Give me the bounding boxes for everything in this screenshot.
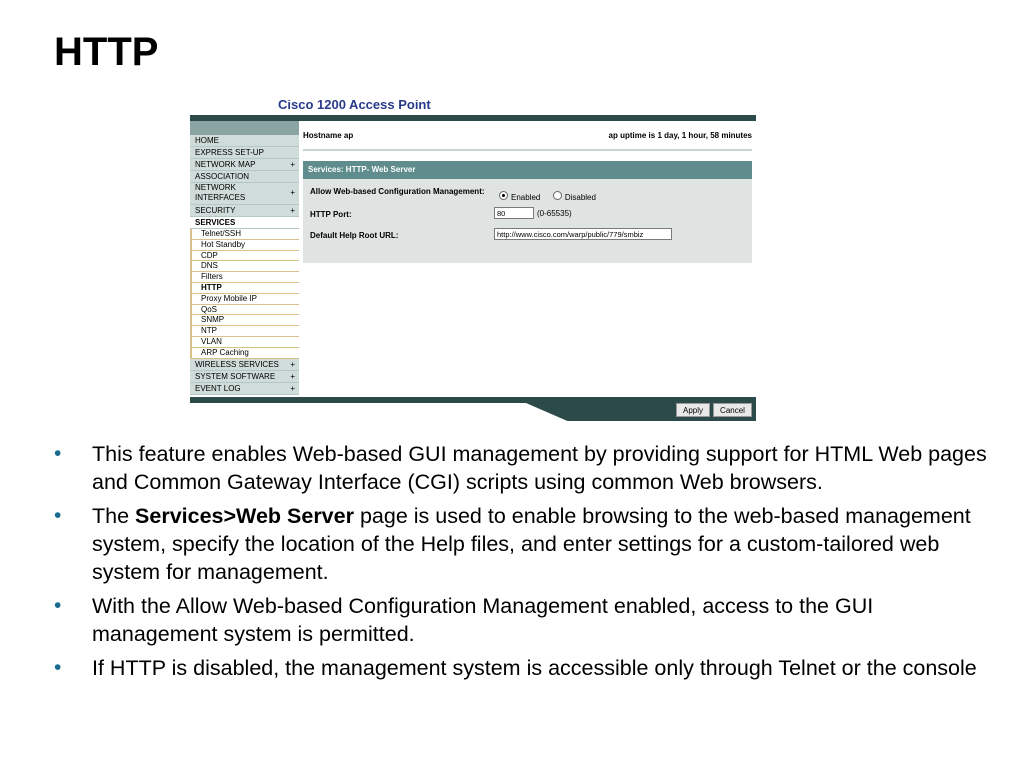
expand-icon: + [290, 371, 295, 381]
bullet-item: • If HTTP is disabled, the management system is accessible only through Telnet or the console [54, 656, 977, 680]
http-port-label: HTTP Port: [310, 210, 352, 219]
sidebar-subitem-filters[interactable]: Filters [190, 272, 299, 283]
bullet-item: • The Services>Web Server page is used to enable browsing to the web-based management system, specify the location of the Help files, and enter settings for a custom-tailored web system for management. [54, 504, 971, 584]
disabled-label: Disabled [564, 193, 596, 202]
bullet-list [54, 440, 1004, 688]
http-port-input[interactable]: 80 [494, 207, 534, 219]
sidebar-item-network-interfaces[interactable]: NETWORK INTERFACES + [190, 183, 299, 205]
bullet-item: • With the Allow Web-based Configuration Management enabled, access to the GUI management system is permitted. [54, 594, 874, 646]
sidebar-subitem-hot-standby[interactable]: Hot Standby [190, 240, 299, 251]
uptime-text: ap uptime is 1 day, 1 hour, 58 minutes [608, 131, 752, 140]
sidebar-subitem-http[interactable]: HTTP [190, 283, 299, 294]
sidebar-subitem-qos[interactable]: QoS [190, 305, 299, 316]
bullet-marker: • [54, 504, 62, 527]
sidebar-item-network-map[interactable]: NETWORK MAP + [190, 159, 299, 171]
sidebar-item-home[interactable]: HOME [190, 135, 299, 147]
expand-icon: + [290, 206, 295, 215]
divider [303, 149, 752, 151]
main-content [299, 121, 756, 397]
sidebar-item-association[interactable]: ASSOCIATION [190, 171, 299, 183]
sidebar-item-system-software[interactable]: SYSTEM SOFTWARE + [190, 371, 299, 383]
sidebar-subitem-snmp[interactable]: SNMP [190, 315, 299, 326]
sidebar-item-express-setup[interactable]: EXPRESS SET-UP [190, 147, 299, 159]
port-range-hint: (0-65535) [537, 209, 572, 218]
sidebar-subitem-proxy-mobile-ip[interactable]: Proxy Mobile IP [190, 294, 299, 305]
config-mgmt-label: Allow Web-based Configuration Management: [310, 187, 485, 196]
sidebar-item-security[interactable]: SECURITY + [190, 205, 299, 217]
services-web-server-term: Services>Web Server [135, 504, 354, 528]
help-url-input[interactable]: http://www.cisco.com/warp/public/779/smbiz [494, 228, 672, 240]
sidebar-header [190, 121, 299, 135]
bottom-bar [190, 397, 756, 403]
expand-icon: + [290, 359, 295, 369]
expand-icon: + [290, 188, 295, 197]
expand-icon: + [290, 160, 295, 169]
bullet-marker: • [54, 442, 62, 465]
app-title: Cisco 1200 Access Point [278, 100, 431, 112]
bullet-marker: • [54, 594, 62, 617]
slide-title: HTTP [54, 30, 159, 74]
disabled-radio[interactable] [553, 191, 562, 200]
host-bar [303, 131, 752, 141]
sidebar-subitem-telnet-ssh[interactable]: Telnet/SSH [190, 229, 299, 240]
sidebar-subitem-vlan[interactable]: VLAN [190, 337, 299, 348]
sidebar-subitem-dns[interactable]: DNS [190, 261, 299, 272]
hostname-text: Hostname ap [303, 131, 354, 140]
config-mgmt-radio-group [499, 187, 604, 205]
sidebar-item-wireless-services[interactable]: WIRELESS SERVICES + [190, 359, 299, 371]
cancel-button[interactable]: Cancel [713, 403, 752, 417]
bullet-marker: • [54, 656, 62, 679]
sidebar-subitem-ntp[interactable]: NTP [190, 326, 299, 337]
sidebar-subitem-cdp[interactable]: CDP [190, 251, 299, 262]
help-url-label: Default Help Root URL: [310, 231, 399, 240]
sidebar-item-services[interactable]: SERVICES [190, 217, 299, 229]
enabled-label: Enabled [511, 193, 541, 202]
expand-icon: + [290, 383, 295, 393]
sidebar-item-event-log[interactable]: EVENT LOG + [190, 383, 299, 395]
sidebar-subitem-arp-caching[interactable]: ARP Caching [190, 348, 299, 359]
panel-title: Services: HTTP- Web Server [303, 161, 752, 179]
embedded-screenshot [190, 100, 756, 421]
enabled-radio[interactable] [499, 191, 508, 200]
apply-button[interactable]: Apply [676, 403, 710, 417]
http-settings-panel [303, 161, 752, 263]
sidebar [190, 121, 299, 397]
bullet-item: • This feature enables Web-based GUI management by providing support for HTML Web pages and Common Gateway Interface (CGI) scripts using common Web browsers. [54, 442, 987, 494]
